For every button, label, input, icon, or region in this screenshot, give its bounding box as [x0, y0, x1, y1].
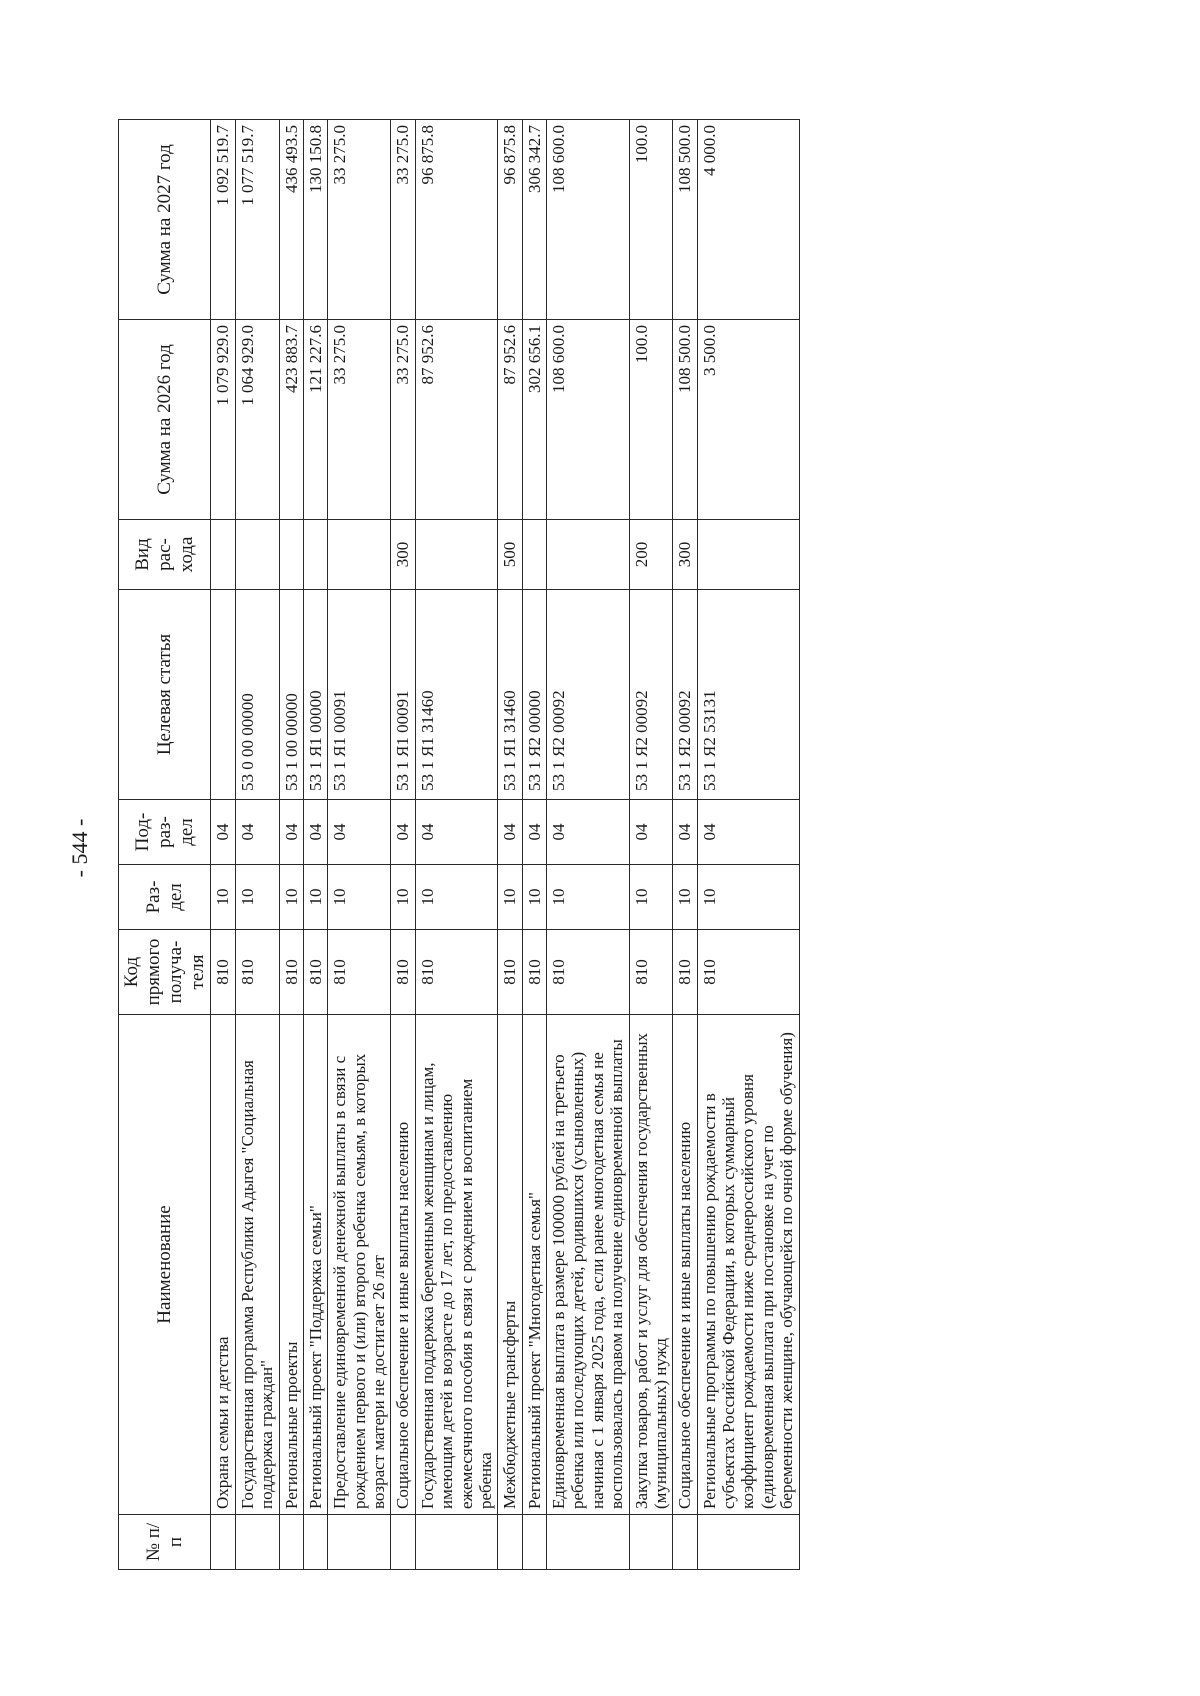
cell-section: 10 [328, 865, 391, 930]
cell-expense [415, 520, 498, 590]
rotated-table-container [118, 120, 1078, 1570]
cell-sum-2027: 1 077 519.7 [235, 120, 279, 320]
cell-name: Региональные проекты [279, 1015, 303, 1515]
cell-no [697, 1515, 799, 1570]
cell-expense [697, 520, 799, 590]
cell-no [235, 1515, 279, 1570]
cell-section: 10 [522, 865, 546, 930]
cell-recipient: 810 [547, 930, 630, 1015]
cell-subsection: 04 [211, 800, 235, 865]
cell-target: 53 1 Я1 31460 [498, 590, 522, 800]
header-target: Целевая статья [119, 590, 211, 800]
cell-name: Охрана семьи и детства [211, 1015, 235, 1515]
cell-section: 10 [415, 865, 498, 930]
cell-name: Единовременная выплата в размере 100000 рублей на третьего ребенка или последующих детей, родившихся (усыновленных) начиная с 1 января 2025 года, если ранее многодетная семья не воспользовалась правом на получение единовременной выплаты [547, 1015, 630, 1515]
cell-recipient: 810 [697, 930, 799, 1015]
header-expense: Вид рас-хода [119, 520, 211, 590]
table-row [629, 120, 673, 1570]
cell-name: Социальное обеспечение и иные выплаты населению [391, 1015, 415, 1515]
table-row [522, 120, 546, 1570]
cell-section: 10 [303, 865, 327, 930]
cell-section: 10 [498, 865, 522, 930]
cell-subsection: 04 [415, 800, 498, 865]
table-row [498, 120, 522, 1570]
cell-sum-2026: 100.0 [629, 320, 673, 520]
header-sum-2026: Сумма на 2026 год [119, 320, 211, 520]
cell-subsection: 04 [279, 800, 303, 865]
cell-no [498, 1515, 522, 1570]
cell-sum-2026: 87 952.6 [498, 320, 522, 520]
cell-expense: 300 [673, 520, 697, 590]
cell-section: 10 [547, 865, 630, 930]
cell-recipient: 810 [303, 930, 327, 1015]
table-row [211, 120, 235, 1570]
cell-sum-2026: 1 064 929.0 [235, 320, 279, 520]
cell-section: 10 [211, 865, 235, 930]
cell-recipient: 810 [415, 930, 498, 1015]
cell-name: Государственная поддержка беременным женщинам и лицам, имеющим детей в возрасте до 17 лет, по предоставлению ежемесячного пособия в связи с рождением и воспитанием ребенка [415, 1015, 498, 1515]
cell-expense [211, 520, 235, 590]
cell-target: 53 1 00 00000 [279, 590, 303, 800]
cell-section: 10 [629, 865, 673, 930]
cell-sum-2026: 108 500.0 [673, 320, 697, 520]
table-header-row [119, 120, 211, 1570]
header-no: № п/п [119, 1515, 211, 1570]
cell-expense [235, 520, 279, 590]
header-name: Наименование [119, 1015, 211, 1515]
cell-sum-2027: 1 092 519.7 [211, 120, 235, 320]
cell-subsection: 04 [629, 800, 673, 865]
header-sum-2027: Сумма на 2027 год [119, 120, 211, 320]
cell-section: 10 [673, 865, 697, 930]
cell-name: Региональный проект "Поддержка семьи" [303, 1015, 327, 1515]
cell-no [279, 1515, 303, 1570]
cell-sum-2027: 108 600.0 [547, 120, 630, 320]
cell-no [211, 1515, 235, 1570]
cell-sum-2027: 436 493.5 [279, 120, 303, 320]
cell-subsection: 04 [235, 800, 279, 865]
cell-expense: 500 [498, 520, 522, 590]
cell-expense [303, 520, 327, 590]
page-number: - 544 - [67, 818, 92, 878]
cell-no [629, 1515, 673, 1570]
cell-sum-2027: 96 875.8 [498, 120, 522, 320]
cell-subsection: 04 [697, 800, 799, 865]
cell-recipient: 810 [522, 930, 546, 1015]
cell-target: 53 1 Я1 00091 [391, 590, 415, 800]
table-row [391, 120, 415, 1570]
cell-target: 53 1 Я2 00092 [547, 590, 630, 800]
cell-sum-2027: 130 150.8 [303, 120, 327, 320]
cell-name: Закупка товаров, работ и услуг для обеспечения государственных (муниципальных) нужд [629, 1015, 673, 1515]
cell-target: 53 0 00 00000 [235, 590, 279, 800]
cell-expense [328, 520, 391, 590]
cell-sum-2027: 4 000.0 [697, 120, 799, 320]
cell-recipient: 810 [673, 930, 697, 1015]
cell-no [522, 1515, 546, 1570]
cell-name: Межбюджетные трансферты [498, 1015, 522, 1515]
cell-no [391, 1515, 415, 1570]
cell-sum-2027: 33 275.0 [391, 120, 415, 320]
table-row [303, 120, 327, 1570]
table-row [235, 120, 279, 1570]
cell-no [547, 1515, 630, 1570]
cell-target: 53 1 Я2 00092 [629, 590, 673, 800]
cell-recipient: 810 [211, 930, 235, 1015]
cell-subsection: 04 [498, 800, 522, 865]
table-row [415, 120, 498, 1570]
cell-subsection: 04 [328, 800, 391, 865]
cell-expense [522, 520, 546, 590]
cell-sum-2026: 33 275.0 [328, 320, 391, 520]
cell-section: 10 [391, 865, 415, 930]
cell-name: Предоставление единовременной денежной выплаты в связи с рождением первого и (или) второго ребенка семьям, в которых возраст матери не достигает 26 лет [328, 1015, 391, 1515]
cell-name: Социальное обеспечение и иные выплаты населению [673, 1015, 697, 1515]
cell-subsection: 04 [673, 800, 697, 865]
cell-no [328, 1515, 391, 1570]
table-row [697, 120, 799, 1570]
cell-sum-2026: 108 600.0 [547, 320, 630, 520]
cell-no [415, 1515, 498, 1570]
header-recipient: Код прямого получа-теля [119, 930, 211, 1015]
cell-sum-2027: 33 275.0 [328, 120, 391, 320]
cell-sum-2027: 306 342.7 [522, 120, 546, 320]
cell-sum-2026: 423 883.7 [279, 320, 303, 520]
cell-sum-2026: 3 500.0 [697, 320, 799, 520]
table-row [328, 120, 391, 1570]
cell-target: 53 1 Я2 00092 [673, 590, 697, 800]
cell-target: 53 1 Я2 00000 [522, 590, 546, 800]
cell-subsection: 04 [391, 800, 415, 865]
cell-expense: 300 [391, 520, 415, 590]
cell-target: 53 1 Я1 00091 [328, 590, 391, 800]
budget-table [118, 119, 800, 1570]
cell-name: Региональные программы по повышению рождаемости в субъектах Российской Федерации, в которых суммарный коэффициент рождаемости ниже среднероссийского уровня (единовременная выплата при постановке на учет по беременности женщине, обучающейся по очной форме обучения) [697, 1015, 799, 1515]
cell-no [303, 1515, 327, 1570]
cell-recipient: 810 [391, 930, 415, 1015]
cell-expense: 200 [629, 520, 673, 590]
cell-recipient: 810 [235, 930, 279, 1015]
cell-sum-2026: 33 275.0 [391, 320, 415, 520]
cell-subsection: 04 [547, 800, 630, 865]
header-subsection: Под-раз-дел [119, 800, 211, 865]
cell-sum-2026: 121 227.6 [303, 320, 327, 520]
table-row [547, 120, 630, 1570]
cell-name: Государственная программа Республики Адыгея "Социальная поддержка граждан" [235, 1015, 279, 1515]
cell-target [211, 590, 235, 800]
cell-section: 10 [279, 865, 303, 930]
header-section: Раз-дел [119, 865, 211, 930]
cell-target: 53 1 Я2 53131 [697, 590, 799, 800]
cell-recipient: 810 [629, 930, 673, 1015]
cell-no [673, 1515, 697, 1570]
cell-sum-2027: 100.0 [629, 120, 673, 320]
cell-expense [279, 520, 303, 590]
table-row [673, 120, 697, 1570]
cell-section: 10 [235, 865, 279, 930]
cell-recipient: 810 [498, 930, 522, 1015]
cell-sum-2026: 1 079 929.0 [211, 320, 235, 520]
cell-sum-2027: 96 875.8 [415, 120, 498, 320]
cell-subsection: 04 [303, 800, 327, 865]
cell-target: 53 1 Я1 31460 [415, 590, 498, 800]
cell-sum-2026: 302 656.1 [522, 320, 546, 520]
cell-sum-2027: 108 500.0 [673, 120, 697, 320]
cell-recipient: 810 [279, 930, 303, 1015]
cell-recipient: 810 [328, 930, 391, 1015]
cell-sum-2026: 87 952.6 [415, 320, 498, 520]
cell-target: 53 1 Я1 00000 [303, 590, 327, 800]
cell-section: 10 [697, 865, 799, 930]
table-row [279, 120, 303, 1570]
cell-subsection: 04 [522, 800, 546, 865]
cell-expense [547, 520, 630, 590]
cell-name: Региональный проект "Многодетная семья" [522, 1015, 546, 1515]
